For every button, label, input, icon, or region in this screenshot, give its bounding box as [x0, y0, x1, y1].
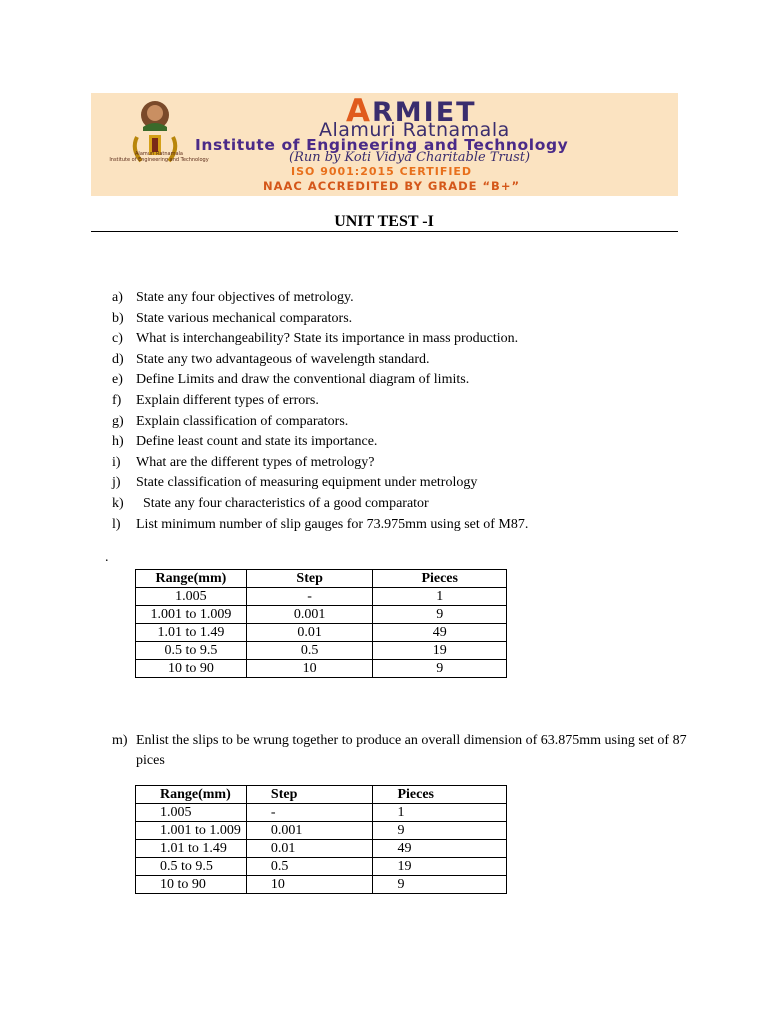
table-cell: 1.005	[136, 588, 247, 606]
table-cell: 0.5	[246, 858, 373, 876]
list-item	[112, 494, 712, 515]
table-row	[136, 588, 507, 606]
column-header-step: Step	[246, 786, 373, 804]
table-cell: 49	[373, 840, 507, 858]
question-label: f)	[112, 392, 122, 408]
question-label: l)	[112, 516, 121, 532]
brand-rest: RMIET	[372, 97, 477, 128]
table-cell: 1.001 to 1.009	[136, 606, 247, 624]
table-cell: 19	[373, 858, 507, 876]
table-cell: 0.5 to 9.5	[136, 642, 247, 660]
question-text: State classification of measuring equipment under metrology	[136, 475, 478, 491]
table-cell: 1.001 to 1.009	[136, 822, 247, 840]
list-item	[112, 412, 712, 433]
question-text: Explain different types of errors.	[136, 392, 319, 408]
table-cell: 0.001	[246, 606, 373, 624]
logo-caption-line2: Institute of Engineering and Technology	[109, 157, 209, 163]
table-row	[136, 804, 507, 822]
column-header-step: Step	[246, 570, 373, 588]
list-item	[112, 288, 712, 309]
naac-accreditation: NAAC ACCREDITED BY GRADE “B+”	[263, 179, 521, 193]
table-cell: 10 to 90	[136, 876, 247, 894]
column-header-pieces: Pieces	[373, 570, 507, 588]
column-header-range: Range(mm)	[136, 786, 247, 804]
question-label: m)	[112, 733, 128, 748]
logo-caption-line1: Alamuri Ratnamala	[135, 151, 183, 157]
table-cell: 1.005	[136, 804, 247, 822]
question-label: k)	[112, 495, 124, 511]
table-row	[136, 624, 507, 642]
college-header-banner	[91, 93, 678, 196]
question-label: g)	[112, 413, 124, 429]
table-cell: 0.01	[246, 624, 373, 642]
question-text: List minimum number of slip gauges for 73.975mm using set of M87.	[136, 516, 529, 532]
question-label: i)	[112, 454, 121, 470]
list-item	[112, 309, 712, 330]
table-cell: 0.5 to 9.5	[136, 858, 247, 876]
column-header-pieces: Pieces	[373, 786, 507, 804]
slip-gauge-table-1	[135, 569, 507, 678]
list-item	[112, 370, 712, 391]
college-name: Alamuri Ratnamala	[319, 119, 510, 141]
page-title: UNIT TEST -I	[334, 213, 434, 230]
list-item	[112, 329, 712, 350]
table-row	[136, 822, 507, 840]
table-cell: 10	[246, 660, 373, 678]
table-row	[136, 840, 507, 858]
table-cell: 19	[373, 642, 507, 660]
table-row	[136, 876, 507, 894]
question-text: Explain classification of comparators.	[136, 413, 349, 429]
question-text: What is interchangeability? State its importance in mass production.	[136, 331, 519, 347]
list-item	[112, 515, 712, 536]
table-cell: 1.01 to 1.49	[136, 840, 247, 858]
table-cell: 0.01	[246, 840, 373, 858]
table-cell: 1	[373, 588, 507, 606]
table-row	[136, 606, 507, 624]
question-text: State any four characteristics of a good comparator	[136, 495, 429, 511]
title-divider	[91, 231, 678, 232]
table-row	[136, 660, 507, 678]
question-text: Enlist the slips to be wrung together to produce an overall dimension of 63.875mm using set of 87 pices	[136, 733, 687, 768]
table-cell: 9	[373, 822, 507, 840]
table-cell: 9	[373, 606, 507, 624]
table-cell: 0.001	[246, 822, 373, 840]
question-text: Define least count and state its importance.	[136, 434, 378, 450]
list-item	[112, 391, 712, 412]
iso-certification: ISO 9001:2015 CERTIFIED	[291, 165, 473, 178]
question-list	[112, 288, 712, 535]
institute-name: Institute of Engineering and Technology	[195, 136, 569, 154]
list-item	[112, 473, 712, 494]
table-cell: 1	[373, 804, 507, 822]
question-text: State various mechanical comparators.	[136, 310, 353, 326]
table-header-row	[136, 570, 507, 588]
question-m	[112, 731, 692, 771]
list-item	[112, 432, 712, 453]
table-cell: -	[246, 588, 373, 606]
list-item	[112, 453, 712, 474]
table-cell: 0.5	[246, 642, 373, 660]
list-item	[112, 350, 712, 371]
column-header-range: Range(mm)	[136, 570, 247, 588]
question-label: a)	[112, 290, 123, 305]
table-cell: -	[246, 804, 373, 822]
table-cell: 9	[373, 876, 507, 894]
brand-initial: A	[346, 93, 372, 129]
question-label: h)	[112, 434, 124, 450]
table-cell: 1.01 to 1.49	[136, 624, 247, 642]
question-text: What are the different types of metrology?	[136, 454, 375, 470]
question-text: State any two advantageous of wavelength standard.	[136, 351, 430, 367]
table-cell: 10	[246, 876, 373, 894]
question-label: d)	[112, 351, 124, 367]
stray-dot: .	[105, 550, 109, 565]
question-label: b)	[112, 310, 124, 326]
table-header-row	[136, 786, 507, 804]
table-cell: 9	[373, 660, 507, 678]
table-row	[136, 642, 507, 660]
question-label: e)	[112, 372, 123, 388]
question-label: c)	[112, 331, 123, 347]
table-cell: 10 to 90	[136, 660, 247, 678]
table-cell: 49	[373, 624, 507, 642]
trust-line: (Run by Koti Vidya Charitable Trust)	[289, 150, 531, 165]
table-row	[136, 858, 507, 876]
slip-gauge-table-2	[135, 785, 507, 894]
question-text: State any four objectives of metrology.	[136, 290, 354, 305]
question-label: j)	[112, 475, 121, 491]
question-text: Define Limits and draw the conventional diagram of limits.	[136, 372, 470, 388]
